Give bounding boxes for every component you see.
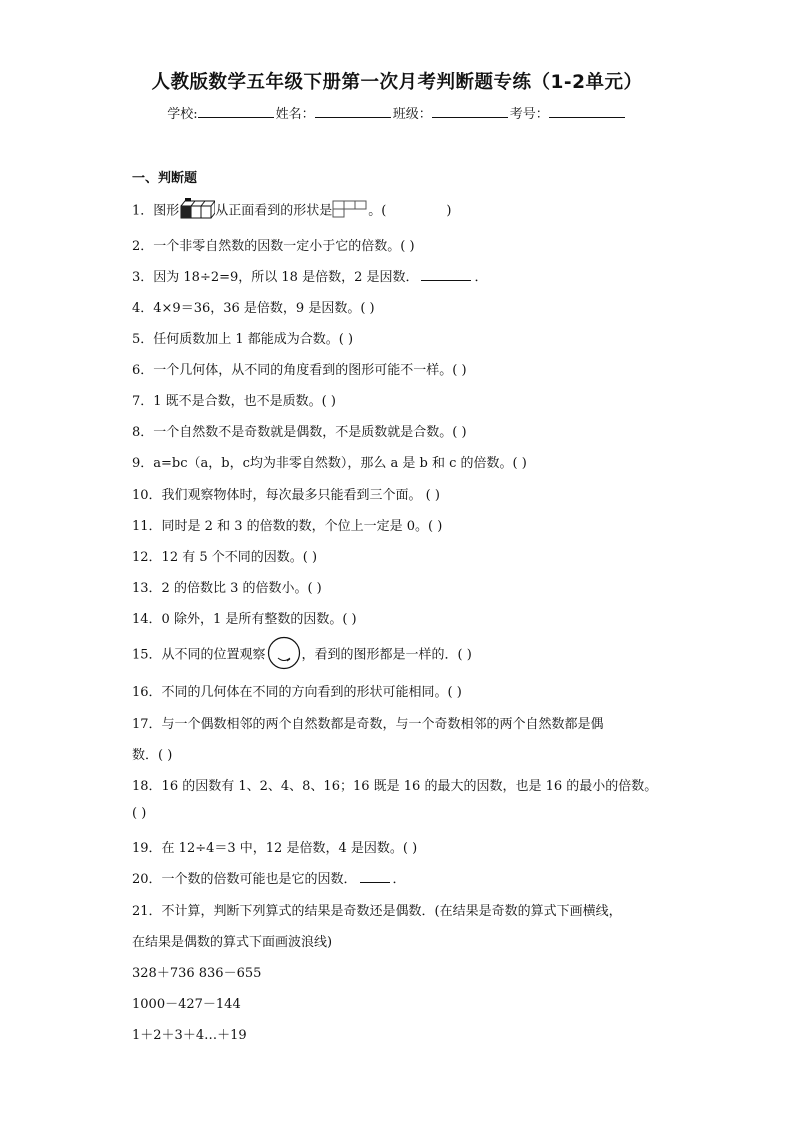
question-15 (132, 636, 472, 674)
question-1 (132, 198, 451, 224)
question-20 (132, 868, 406, 887)
question-9: 9．a=bc（a，b，c均为非零自然数），那么 a 是 b 和 c 的倍数。( ) (132, 456, 527, 471)
page-title: 人教版数学五年级下册第一次月考判断题专练（1-2单元） (151, 72, 643, 93)
name-blank[interactable] (315, 105, 391, 118)
name-label: 姓名： (275, 107, 315, 122)
expression-1: 328＋736 836－655 (132, 966, 262, 981)
question-8: 8．一个自然数不是奇数就是偶数，不是质数就是合数。( ) (132, 425, 467, 440)
student-info-line (0, 103, 794, 122)
q20-text-b: ． (392, 872, 406, 887)
question-10: 10．我们观察物体时，每次最多只能看到三个面。 ( ) (132, 488, 440, 503)
section-title: 一、判断题 (132, 171, 198, 186)
q15-text-a: 15．从不同的位置观察 (132, 647, 266, 663)
question-14: 14．0 除外，1 是所有整数的因数。( ) (132, 612, 357, 627)
q1-text-a: 1．图形 (132, 203, 180, 219)
q20-text-a: 20．一个数的倍数可能也是它的因数． (132, 872, 357, 887)
expression-3: 1＋2＋3＋4…＋19 (132, 1028, 247, 1043)
question-21-line-2: 在结果是偶数的算式下面画波浪线) (132, 935, 333, 950)
question-4: 4．4×9＝36，36 是倍数，9 是因数。( ) (132, 301, 375, 316)
class-label: 班级： (392, 107, 432, 122)
expression-2: 1000－427－144 (132, 997, 241, 1012)
question-17-line-2: 数．( ) (132, 748, 173, 763)
q20-answer-blank[interactable] (360, 870, 390, 883)
question-18-line-2: ( ) (132, 806, 147, 821)
question-18-line-1: 18．16 的因数有 1、2、4、8、16；16 既是 16 的最大的因数，也是 16 的最小的倍数。 (132, 779, 658, 794)
q15-text-b: ，看到的图形都是一样的．( ) (301, 647, 472, 663)
question-2: 2．一个非零自然数的因数一定小于它的倍数。( ) (132, 239, 415, 254)
q3-text-a: 3．因为 18÷2=9，所以 18 是倍数，2 是因数． (132, 270, 419, 285)
question-12: 12．12 有 5 个不同的因数。( ) (132, 550, 318, 565)
q3-text-b: ． (474, 270, 488, 285)
front-view-squares-icon (332, 200, 368, 222)
question-11: 11．同时是 2 和 3 的倍数的数，个位上一定是 0。( ) (132, 519, 443, 534)
ball-icon (266, 636, 302, 674)
question-16: 16．不同的几何体在不同的方向看到的形状可能相同。( ) (132, 685, 462, 700)
question-17-line-1: 17．与一个偶数相邻的两个自然数都是奇数，与一个奇数相邻的两个自然数都是偶 (132, 717, 604, 732)
q3-answer-blank[interactable] (421, 268, 471, 281)
question-19: 19．在 12÷4＝3 中，12 是倍数，4 是因数。( ) (132, 841, 418, 856)
number-blank[interactable] (549, 105, 625, 118)
question-7: 7．1 既不是合数，也不是质数。( ) (132, 394, 336, 409)
q1-text-b: 从正面看到的形状是 (215, 203, 333, 219)
question-5: 5．任何质数加上 1 都能成为合数。( ) (132, 332, 354, 347)
cube-stack-icon (179, 198, 215, 224)
q1-text-c: 。( (368, 203, 387, 219)
question-3 (132, 266, 488, 285)
q1-text-d: ) (446, 203, 452, 219)
question-13: 13．2 的倍数比 3 的倍数小。( ) (132, 581, 322, 596)
school-label: 学校: (167, 107, 198, 122)
question-6: 6．一个几何体，从不同的角度看到的图形可能不一样。( ) (132, 363, 467, 378)
question-21-line-1: 21．不计算，判断下列算式的结果是奇数还是偶数．(在结果是奇数的算式下画横线， (132, 904, 622, 919)
class-blank[interactable] (432, 105, 508, 118)
school-blank[interactable] (198, 105, 274, 118)
number-label: 考号： (509, 107, 549, 122)
